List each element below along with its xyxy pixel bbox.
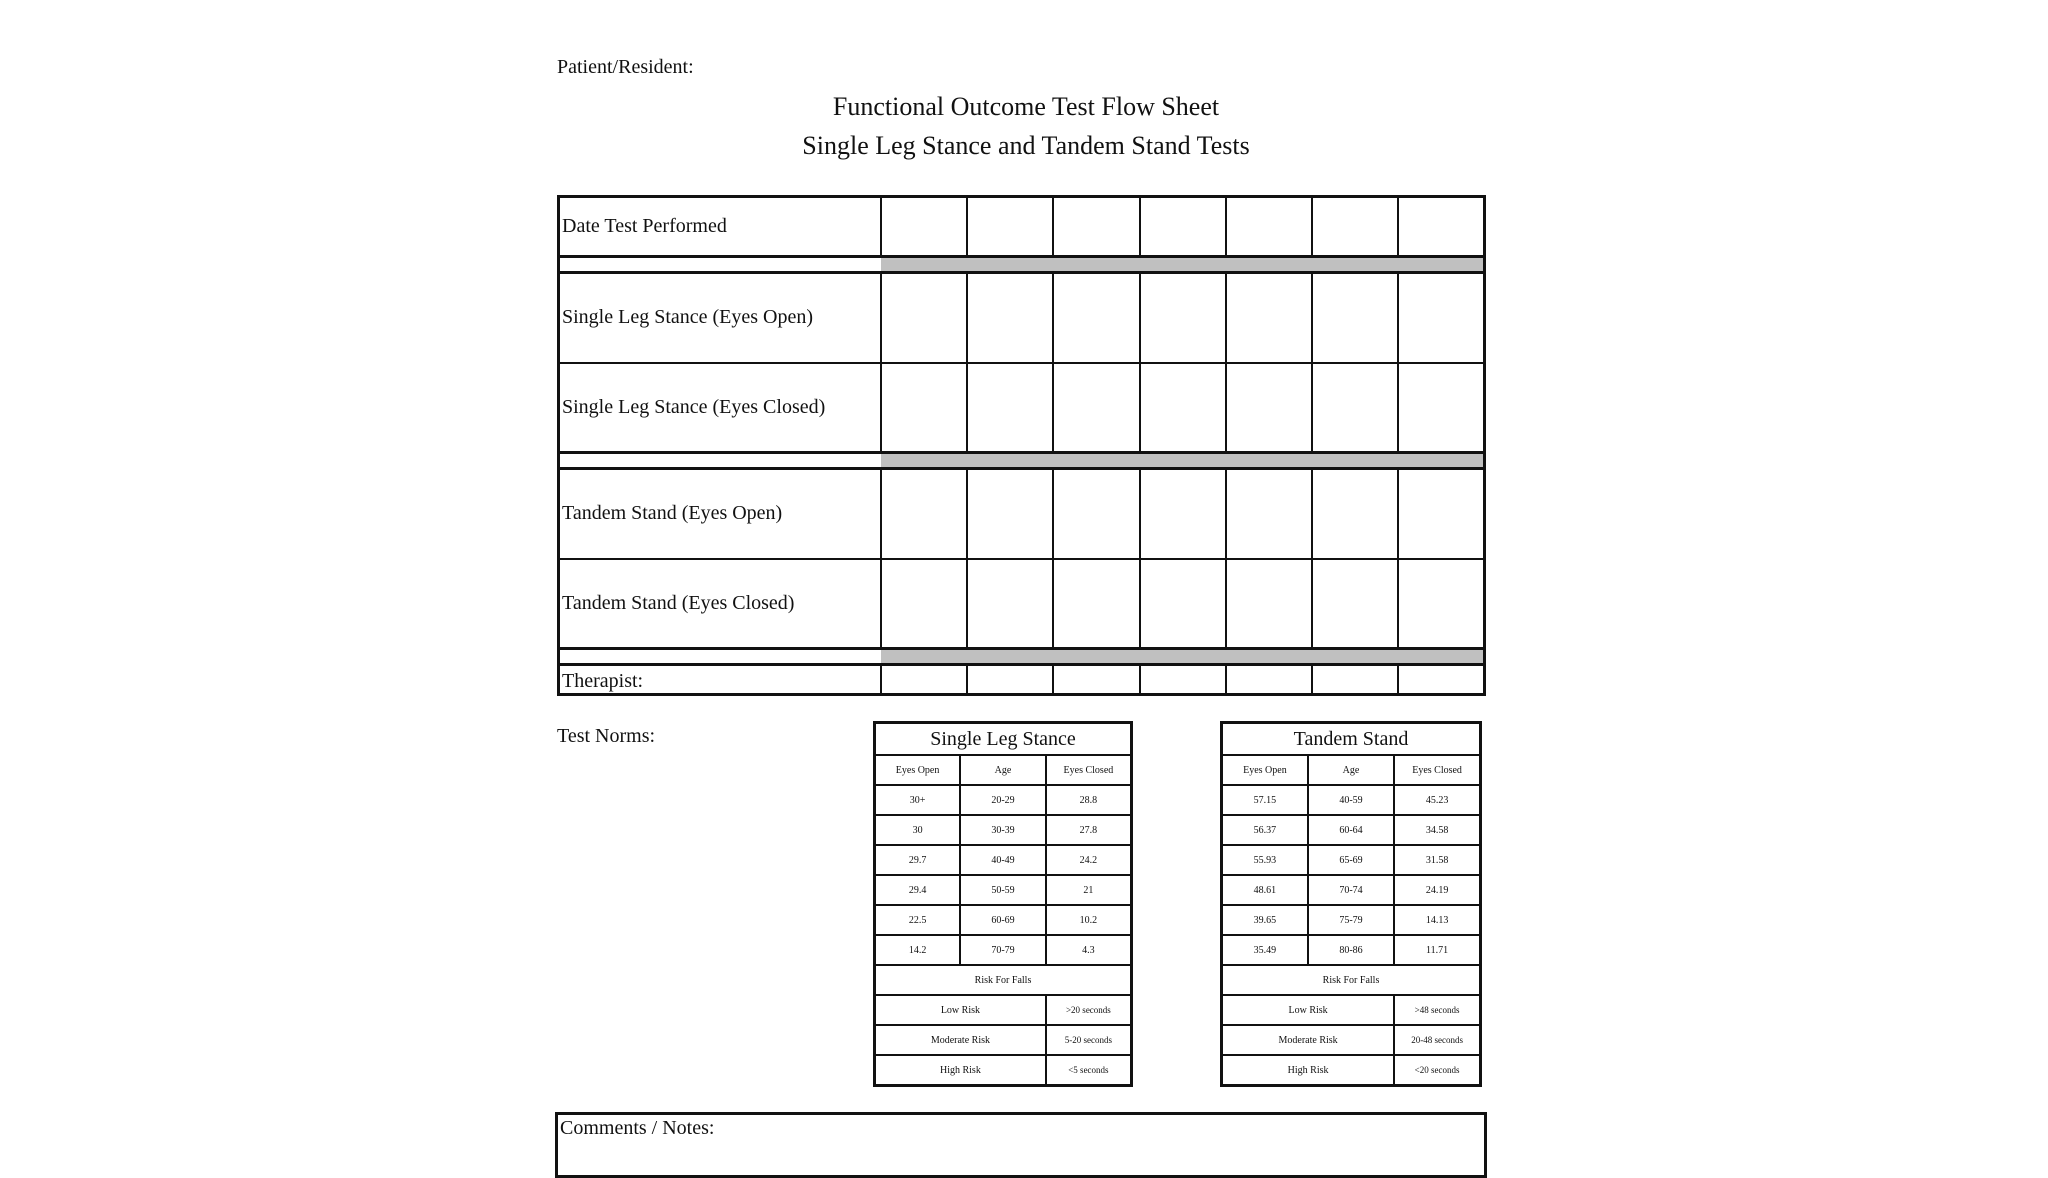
- norm-header-row: [1222, 755, 1481, 785]
- norm-value-cell: 28.8: [1046, 785, 1132, 815]
- row-date-test-performed: [559, 197, 1485, 257]
- column-header: Age: [1308, 755, 1394, 785]
- entry-cell[interactable]: [967, 197, 1053, 257]
- column-header: Age: [960, 755, 1046, 785]
- risk-threshold: >48 seconds: [1394, 995, 1480, 1025]
- norm-value-cell: 80-86: [1308, 935, 1394, 965]
- entry-cell[interactable]: [1312, 363, 1398, 453]
- risk-threshold: <5 seconds: [1046, 1055, 1132, 1086]
- entry-cell[interactable]: [1053, 197, 1139, 257]
- test-norms-label: Test Norms:: [557, 725, 656, 747]
- norm-value-cell: 30+: [875, 785, 961, 815]
- entry-cell[interactable]: [1053, 469, 1139, 559]
- entry-cell[interactable]: [1226, 197, 1312, 257]
- separator-row: [559, 257, 1485, 273]
- norm-value-cell: 60-69: [960, 905, 1046, 935]
- entry-cell[interactable]: [881, 469, 967, 559]
- entry-cell[interactable]: [881, 363, 967, 453]
- entry-cell[interactable]: [1312, 469, 1398, 559]
- risk-for-falls-title: Risk For Falls: [1222, 965, 1481, 995]
- risk-row: [875, 995, 1132, 1025]
- separator-shaded-bar: [881, 453, 1485, 469]
- entry-cell[interactable]: [1226, 559, 1312, 649]
- flow-sheet-table: [557, 195, 1486, 696]
- risk-threshold: >20 seconds: [1046, 995, 1132, 1025]
- risk-for-falls-title: Risk For Falls: [875, 965, 1132, 995]
- entry-cell[interactable]: [1140, 363, 1226, 453]
- norm-data-row: [875, 815, 1132, 845]
- comments-notes-label: Comments / Notes:: [560, 1117, 715, 1139]
- norm-data-row: [875, 875, 1132, 905]
- entry-cell[interactable]: [1053, 273, 1139, 363]
- entry-cell[interactable]: [1398, 665, 1484, 695]
- norm-value-cell: 39.65: [1222, 905, 1308, 935]
- column-header: Eyes Closed: [1394, 755, 1480, 785]
- row-label: Single Leg Stance (Eyes Closed): [559, 363, 882, 453]
- norm-value-cell: 24.19: [1394, 875, 1480, 905]
- entry-cell[interactable]: [1226, 273, 1312, 363]
- norm-value-cell: 14.13: [1394, 905, 1480, 935]
- entry-cell[interactable]: [1312, 197, 1398, 257]
- entry-cell[interactable]: [1398, 363, 1484, 453]
- separator-shaded-bar: [881, 257, 1485, 273]
- column-header: Eyes Open: [875, 755, 961, 785]
- entry-cell[interactable]: [1398, 273, 1484, 363]
- norm-data-row: [1222, 815, 1481, 845]
- norm-value-cell: 29.4: [875, 875, 961, 905]
- tandem-stand-norms-table: [1220, 721, 1482, 1087]
- risk-threshold: 5-20 seconds: [1046, 1025, 1132, 1055]
- entry-cell[interactable]: [1312, 559, 1398, 649]
- norm-value-cell: 30-39: [960, 815, 1046, 845]
- column-header: Eyes Open: [1222, 755, 1308, 785]
- norm-value-cell: 60-64: [1308, 815, 1394, 845]
- norm-value-cell: 27.8: [1046, 815, 1132, 845]
- risk-threshold: 20-48 seconds: [1394, 1025, 1480, 1055]
- norm-table-title: Tandem Stand: [1222, 723, 1481, 756]
- norm-value-cell: 40-49: [960, 845, 1046, 875]
- entry-cell[interactable]: [881, 665, 967, 695]
- norm-value-cell: 45.23: [1394, 785, 1480, 815]
- risk-level: Moderate Risk: [875, 1025, 1046, 1055]
- norm-value-cell: 14.2: [875, 935, 961, 965]
- norm-data-row: [875, 905, 1132, 935]
- norm-value-cell: 20-29: [960, 785, 1046, 815]
- norm-data-row: [1222, 875, 1481, 905]
- column-header: Eyes Closed: [1046, 755, 1132, 785]
- single-leg-stance-norms-table: [873, 721, 1133, 1087]
- norm-value-cell: 4.3: [1046, 935, 1132, 965]
- row-label: Date Test Performed: [559, 197, 882, 257]
- row-label: Therapist:: [559, 665, 882, 695]
- entry-cell[interactable]: [967, 665, 1053, 695]
- norm-value-cell: 55.93: [1222, 845, 1308, 875]
- risk-row: [875, 1055, 1132, 1086]
- separator-label-cell: [559, 453, 882, 469]
- risk-row: [1222, 995, 1481, 1025]
- risk-title-row: [1222, 965, 1481, 995]
- norm-value-cell: 30: [875, 815, 961, 845]
- norm-value-cell: 48.61: [1222, 875, 1308, 905]
- norm-data-row: [875, 935, 1132, 965]
- norm-value-cell: 31.58: [1394, 845, 1480, 875]
- entry-cell[interactable]: [1053, 665, 1139, 695]
- norm-value-cell: 70-79: [960, 935, 1046, 965]
- entry-cell[interactable]: [881, 559, 967, 649]
- entry-cell[interactable]: [1140, 665, 1226, 695]
- row-label: Single Leg Stance (Eyes Open): [559, 273, 882, 363]
- norm-title-row: [1222, 723, 1481, 756]
- separator-label-cell: [559, 649, 882, 665]
- entry-cell[interactable]: [1398, 469, 1484, 559]
- risk-title-row: [875, 965, 1132, 995]
- norm-header-row: [875, 755, 1132, 785]
- norm-value-cell: 65-69: [1308, 845, 1394, 875]
- entry-cell[interactable]: [1140, 273, 1226, 363]
- entry-cell[interactable]: [967, 363, 1053, 453]
- norm-value-cell: 50-59: [960, 875, 1046, 905]
- entry-cell[interactable]: [967, 273, 1053, 363]
- patient-label: Patient/Resident:: [557, 56, 694, 78]
- comments-notes-box[interactable]: [555, 1112, 1487, 1178]
- risk-level: Low Risk: [1222, 995, 1395, 1025]
- entry-cell[interactable]: [967, 559, 1053, 649]
- risk-level: High Risk: [1222, 1055, 1395, 1086]
- norm-value-cell: 35.49: [1222, 935, 1308, 965]
- entry-cell[interactable]: [1140, 559, 1226, 649]
- norm-data-row: [1222, 845, 1481, 875]
- entry-cell[interactable]: [881, 273, 967, 363]
- entry-cell[interactable]: [1140, 469, 1226, 559]
- risk-row: [1222, 1055, 1481, 1086]
- row-ts-eyes-open: [559, 469, 1485, 559]
- risk-level: High Risk: [875, 1055, 1046, 1086]
- norm-value-cell: 70-74: [1308, 875, 1394, 905]
- norm-data-row: [1222, 785, 1481, 815]
- entry-cell[interactable]: [967, 469, 1053, 559]
- entry-cell[interactable]: [1312, 273, 1398, 363]
- row-therapist: [559, 665, 1485, 695]
- risk-level: Low Risk: [875, 995, 1046, 1025]
- risk-threshold: <20 seconds: [1394, 1055, 1480, 1086]
- separator-label-cell: [559, 257, 882, 273]
- row-ts-eyes-closed: [559, 559, 1485, 649]
- norm-value-cell: 56.37: [1222, 815, 1308, 845]
- entry-cell[interactable]: [1398, 559, 1484, 649]
- norm-value-cell: 21: [1046, 875, 1132, 905]
- norm-value-cell: 11.71: [1394, 935, 1480, 965]
- row-sls-eyes-open: [559, 273, 1485, 363]
- norm-data-row: [1222, 935, 1481, 965]
- entry-cell[interactable]: [1398, 197, 1484, 257]
- norm-value-cell: 75-79: [1308, 905, 1394, 935]
- row-label: Tandem Stand (Eyes Open): [559, 469, 882, 559]
- norm-value-cell: 10.2: [1046, 905, 1132, 935]
- entry-cell[interactable]: [1226, 665, 1312, 695]
- risk-row: [875, 1025, 1132, 1055]
- norm-value-cell: 57.15: [1222, 785, 1308, 815]
- row-label: Tandem Stand (Eyes Closed): [559, 559, 882, 649]
- entry-cell[interactable]: [1226, 363, 1312, 453]
- separator-row: [559, 649, 1485, 665]
- norm-value-cell: 29.7: [875, 845, 961, 875]
- norm-data-row: [875, 785, 1132, 815]
- norm-data-row: [1222, 905, 1481, 935]
- separator-row: [559, 453, 1485, 469]
- entry-cell[interactable]: [1053, 363, 1139, 453]
- entry-cell[interactable]: [1312, 665, 1398, 695]
- risk-level: Moderate Risk: [1222, 1025, 1395, 1055]
- row-sls-eyes-closed: [559, 363, 1485, 453]
- entry-cell[interactable]: [1226, 469, 1312, 559]
- norm-data-row: [875, 845, 1132, 875]
- norm-value-cell: 34.58: [1394, 815, 1480, 845]
- entry-cell[interactable]: [881, 197, 967, 257]
- norm-value-cell: 24.2: [1046, 845, 1132, 875]
- norm-value-cell: 40-59: [1308, 785, 1394, 815]
- entry-cell[interactable]: [1053, 559, 1139, 649]
- norm-table-title: Single Leg Stance: [875, 723, 1132, 756]
- page-subtitle: Single Leg Stance and Tandem Stand Tests: [802, 131, 1250, 160]
- norm-title-row: [875, 723, 1132, 756]
- separator-shaded-bar: [881, 649, 1485, 665]
- entry-cell[interactable]: [1140, 197, 1226, 257]
- risk-row: [1222, 1025, 1481, 1055]
- norm-value-cell: 22.5: [875, 905, 961, 935]
- page-title: Functional Outcome Test Flow Sheet: [832, 92, 1220, 121]
